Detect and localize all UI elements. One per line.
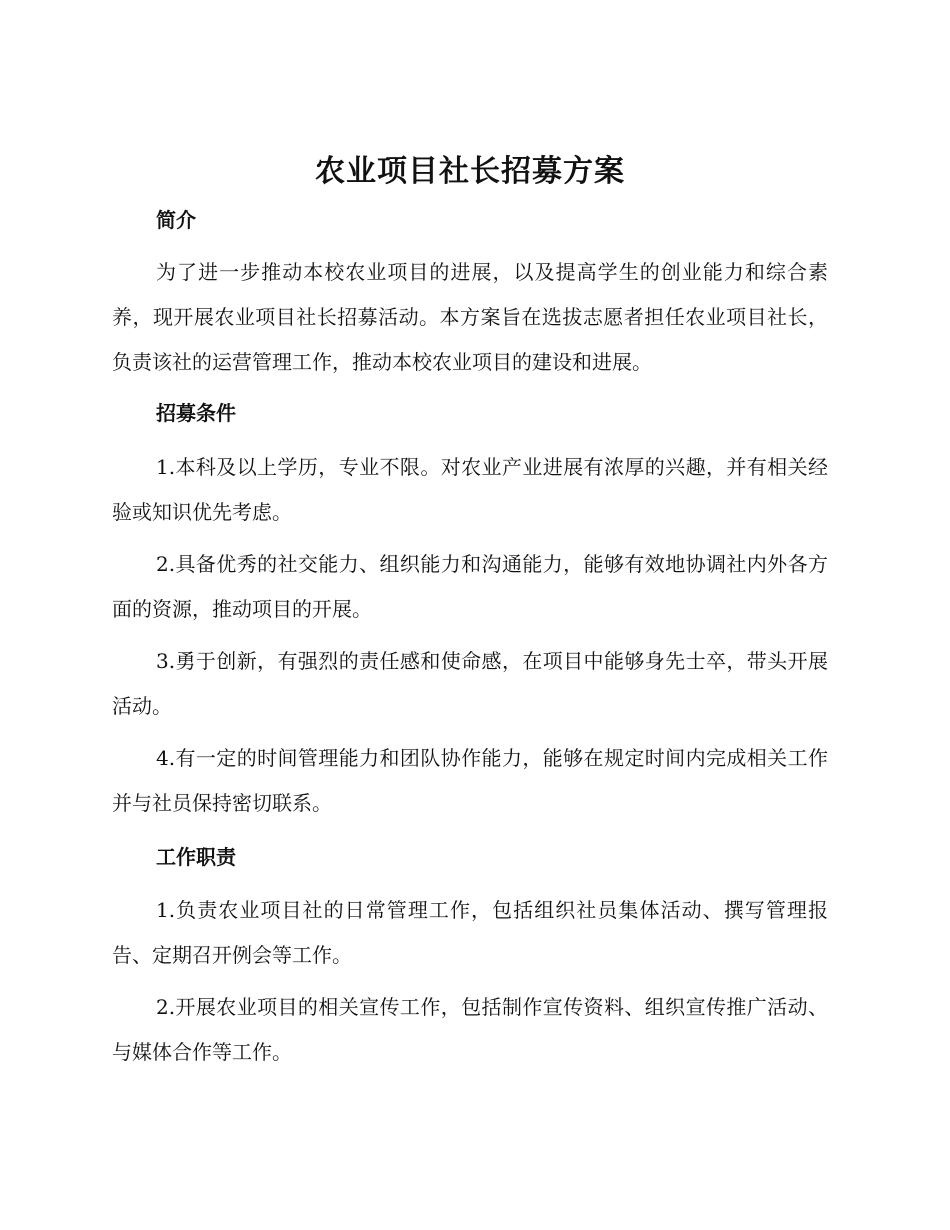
section-heading-intro: 简介 — [156, 208, 196, 232]
requirement-item-4: 4.有一定的时间管理能力和团队协作能力，能够在规定时间内完成相关工作并与社员保持密切联系。 — [112, 746, 828, 815]
section-heading-duties: 工作职责 — [156, 845, 236, 869]
requirement-item-3: 3.勇于创新，有强烈的责任感和使命感，在项目中能够身先士卒，带头开展活动。 — [112, 649, 828, 718]
duty-item-2: 2.开展农业项目的相关宣传工作，包括制作宣传资料、组织宣传推广活动、与媒体合作等工作。 — [112, 995, 828, 1064]
requirement-item-2: 2.具备优秀的社交能力、组织能力和沟通能力，能够有效地协调社内外各方面的资源，推动项目的开展。 — [112, 552, 828, 621]
requirement-item-1: 1.本科及以上学历，专业不限。对农业产业进展有浓厚的兴趣，并有相关经验或知识优先考虑。 — [112, 455, 828, 524]
section-heading-requirements: 招募条件 — [156, 401, 236, 425]
intro-paragraph: 为了进一步推动本校农业项目的进展，以及提高学生的创业能力和综合素养，现开展农业项目社长招募活动。本方案旨在选拔志愿者担任农业项目社长，负责该社的运营管理工作，推动本校农业项目的建设和进展。 — [112, 260, 828, 374]
document-title: 农业项目社长招募方案 — [315, 154, 625, 189]
duty-item-1: 1.负责农业项目社的日常管理工作，包括组织社员集体活动、撰写管理报告、定期召开例会等工作。 — [112, 898, 828, 967]
